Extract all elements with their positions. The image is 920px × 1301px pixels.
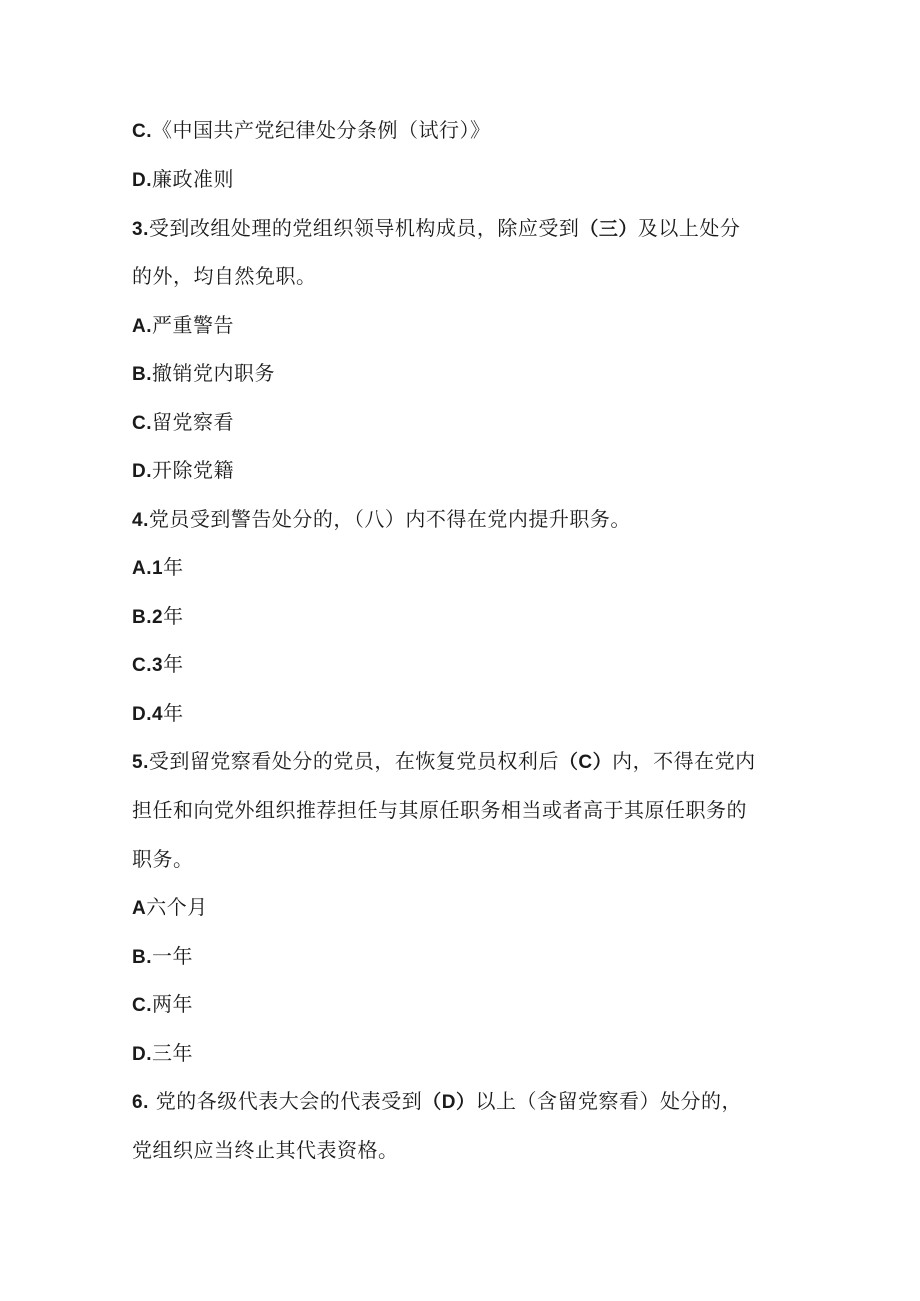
answer-blank: （D） xyxy=(422,1092,476,1113)
question-text: 党的各级代表大会的代表受到 xyxy=(148,1089,423,1113)
option-text: 严重警告 xyxy=(152,313,234,337)
option-text: 《中国共产党纪律处分条例（试行）》 xyxy=(152,118,491,142)
question-number: 6. xyxy=(132,1092,149,1113)
q3-option-a xyxy=(132,311,234,341)
q4-option-a xyxy=(132,553,184,583)
q3-option-b xyxy=(132,359,275,389)
q5-stem-line-2 xyxy=(132,796,747,824)
option-label: A.1 xyxy=(132,558,164,579)
question-text: 担任和向党外组织推荐担任与其原任职务相当或者高于其原任职务的 xyxy=(132,798,747,822)
option-text: 留党察看 xyxy=(152,410,234,434)
answer-blank: （三） xyxy=(579,219,638,240)
option-text: 年 xyxy=(163,604,184,628)
option-label: C. xyxy=(132,413,152,434)
option-label: D. xyxy=(132,461,152,482)
q2-option-d xyxy=(132,165,234,195)
option-label: A. xyxy=(132,316,152,337)
option-text: 六个月 xyxy=(146,895,208,919)
option-label: B. xyxy=(132,364,152,385)
q4-option-c xyxy=(132,650,184,680)
question-text: 的外，均自然免职。 xyxy=(132,264,317,288)
question-text: 职务。 xyxy=(132,847,194,871)
question-text: 及以上处分 xyxy=(637,216,741,240)
option-label: D. xyxy=(132,1044,152,1065)
option-label: D. xyxy=(132,170,152,191)
q6-stem-line-2 xyxy=(132,1136,399,1164)
q5-stem-line-3 xyxy=(132,845,194,873)
q3-option-d xyxy=(132,456,234,486)
option-text: 三年 xyxy=(152,1041,193,1065)
question-text: 党组织应当终止其代表资格。 xyxy=(132,1138,399,1162)
option-label: B. xyxy=(132,947,152,968)
option-text: 年 xyxy=(163,701,184,725)
question-text: 受到留党察看处分的党员，在恢复党员权利后 xyxy=(148,749,559,773)
option-text: 年 xyxy=(163,555,184,579)
option-text: 撤销党内职务 xyxy=(152,361,275,385)
question-number: 3. xyxy=(132,219,149,240)
q5-stem-line-1 xyxy=(132,747,756,777)
option-label: C. xyxy=(132,121,152,142)
q5-option-d xyxy=(132,1039,193,1069)
q2-option-c xyxy=(132,116,491,146)
question-number: 5. xyxy=(132,752,149,773)
q4-option-b xyxy=(132,602,184,632)
option-text: 一年 xyxy=(152,944,193,968)
option-label: C.3 xyxy=(132,655,164,676)
option-text: 年 xyxy=(163,652,184,676)
question-text: 受到改组处理的党组织领导机构成员，除应受到 xyxy=(148,216,580,240)
q4-stem xyxy=(132,505,631,535)
q5-option-c xyxy=(132,990,193,1020)
q6-stem-line-1 xyxy=(132,1087,742,1117)
question-text: 以上（含留党察看）处分的， xyxy=(475,1089,742,1113)
option-text: 廉政准则 xyxy=(152,167,234,191)
question-number: 4. xyxy=(132,510,149,531)
q5-option-a xyxy=(132,893,208,923)
option-label: D.4 xyxy=(132,704,164,725)
option-label: A xyxy=(132,898,147,919)
q4-option-d xyxy=(132,699,184,729)
question-text: 党员受到警告处分的，（八）内不得在党内提升职务。 xyxy=(148,507,631,531)
option-text: 开除党籍 xyxy=(152,458,234,482)
q3-stem-line-2 xyxy=(132,262,317,290)
question-text: 内，不得在党内 xyxy=(612,749,756,773)
answer-blank: （C） xyxy=(558,752,613,773)
q3-option-c xyxy=(132,408,234,438)
option-text: 两年 xyxy=(152,992,193,1016)
q5-option-b xyxy=(132,942,193,972)
q3-stem-line-1 xyxy=(132,214,740,244)
option-label: B.2 xyxy=(132,607,164,628)
option-label: C. xyxy=(132,995,152,1016)
